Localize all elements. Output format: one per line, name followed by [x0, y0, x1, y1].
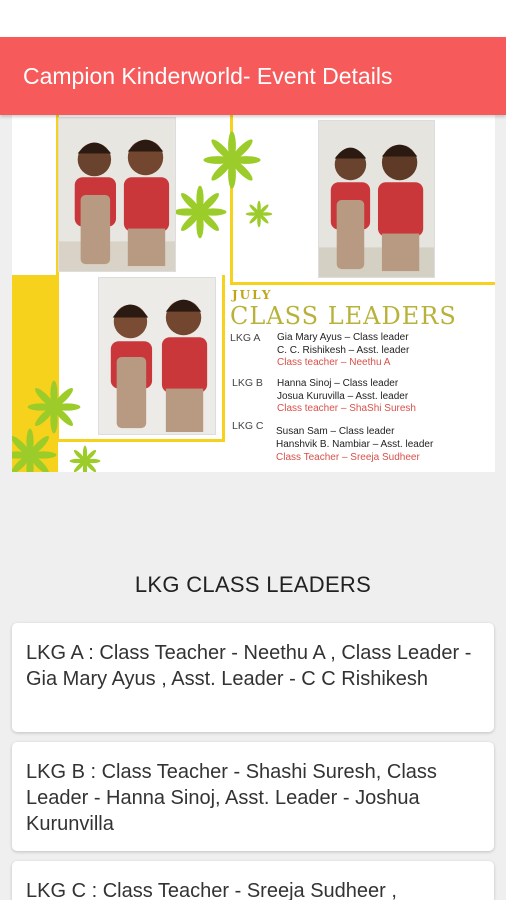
- app-bar-title: Campion Kinderworld- Event Details: [23, 62, 393, 89]
- class-leader-card[interactable]: [12, 623, 494, 732]
- poster-asst-text: Hanshvik B. Nambiar – Asst. leader: [276, 439, 434, 450]
- class-leader-card[interactable]: [12, 861, 494, 900]
- event-poster-image[interactable]: [12, 115, 495, 472]
- poster-teacher-text: Class Teacher – Sreeja Sudheer: [276, 452, 420, 463]
- app-bar: [0, 37, 506, 115]
- poster-teacher-text: Class teacher – Neethu A: [277, 357, 391, 368]
- students-photo: [58, 117, 176, 272]
- poster-asst-text: C. C. Rishikesh – Asst. leader: [277, 345, 410, 356]
- students-photo: [98, 277, 216, 435]
- card-text: LKG C : Class Teacher - Sreeja Sudheer ,: [26, 880, 397, 900]
- poster-asst-text: Josua Kuruvilla – Asst. leader: [277, 391, 409, 402]
- section-title: LKG CLASS LEADERS: [134, 572, 372, 597]
- poster-leader-text: Hanna Sinoj – Class leader: [277, 378, 399, 389]
- poster-leader-text: Gia Mary Ayus – Class leader: [277, 332, 409, 343]
- poster-teacher-text: Class teacher – ShaShi Suresh: [277, 403, 416, 414]
- students-photo: [318, 120, 435, 278]
- class-leader-card[interactable]: [12, 742, 494, 851]
- poster-class-label: LKG A: [230, 332, 261, 344]
- card-text: LKG A : Class Teacher - Neethu A , Class Leader - Gia Mary Ayus , Asst. Leader - C C Rishikesh: [26, 642, 472, 690]
- poster-month: JULY: [232, 288, 273, 302]
- poster-title: CLASS LEADERS: [230, 302, 457, 330]
- poster-class-label: LKG B: [232, 377, 263, 389]
- card-text: LKG B : Class Teacher - Shashi Suresh, Class Leader - Hanna Sinoj, Asst. Leader - Joshua Kurunvilla: [26, 761, 437, 835]
- poster-leader-text: Susan Sam – Class leader: [276, 426, 395, 437]
- status-bar: [0, 0, 506, 37]
- poster-class-label: LKG C: [232, 420, 264, 432]
